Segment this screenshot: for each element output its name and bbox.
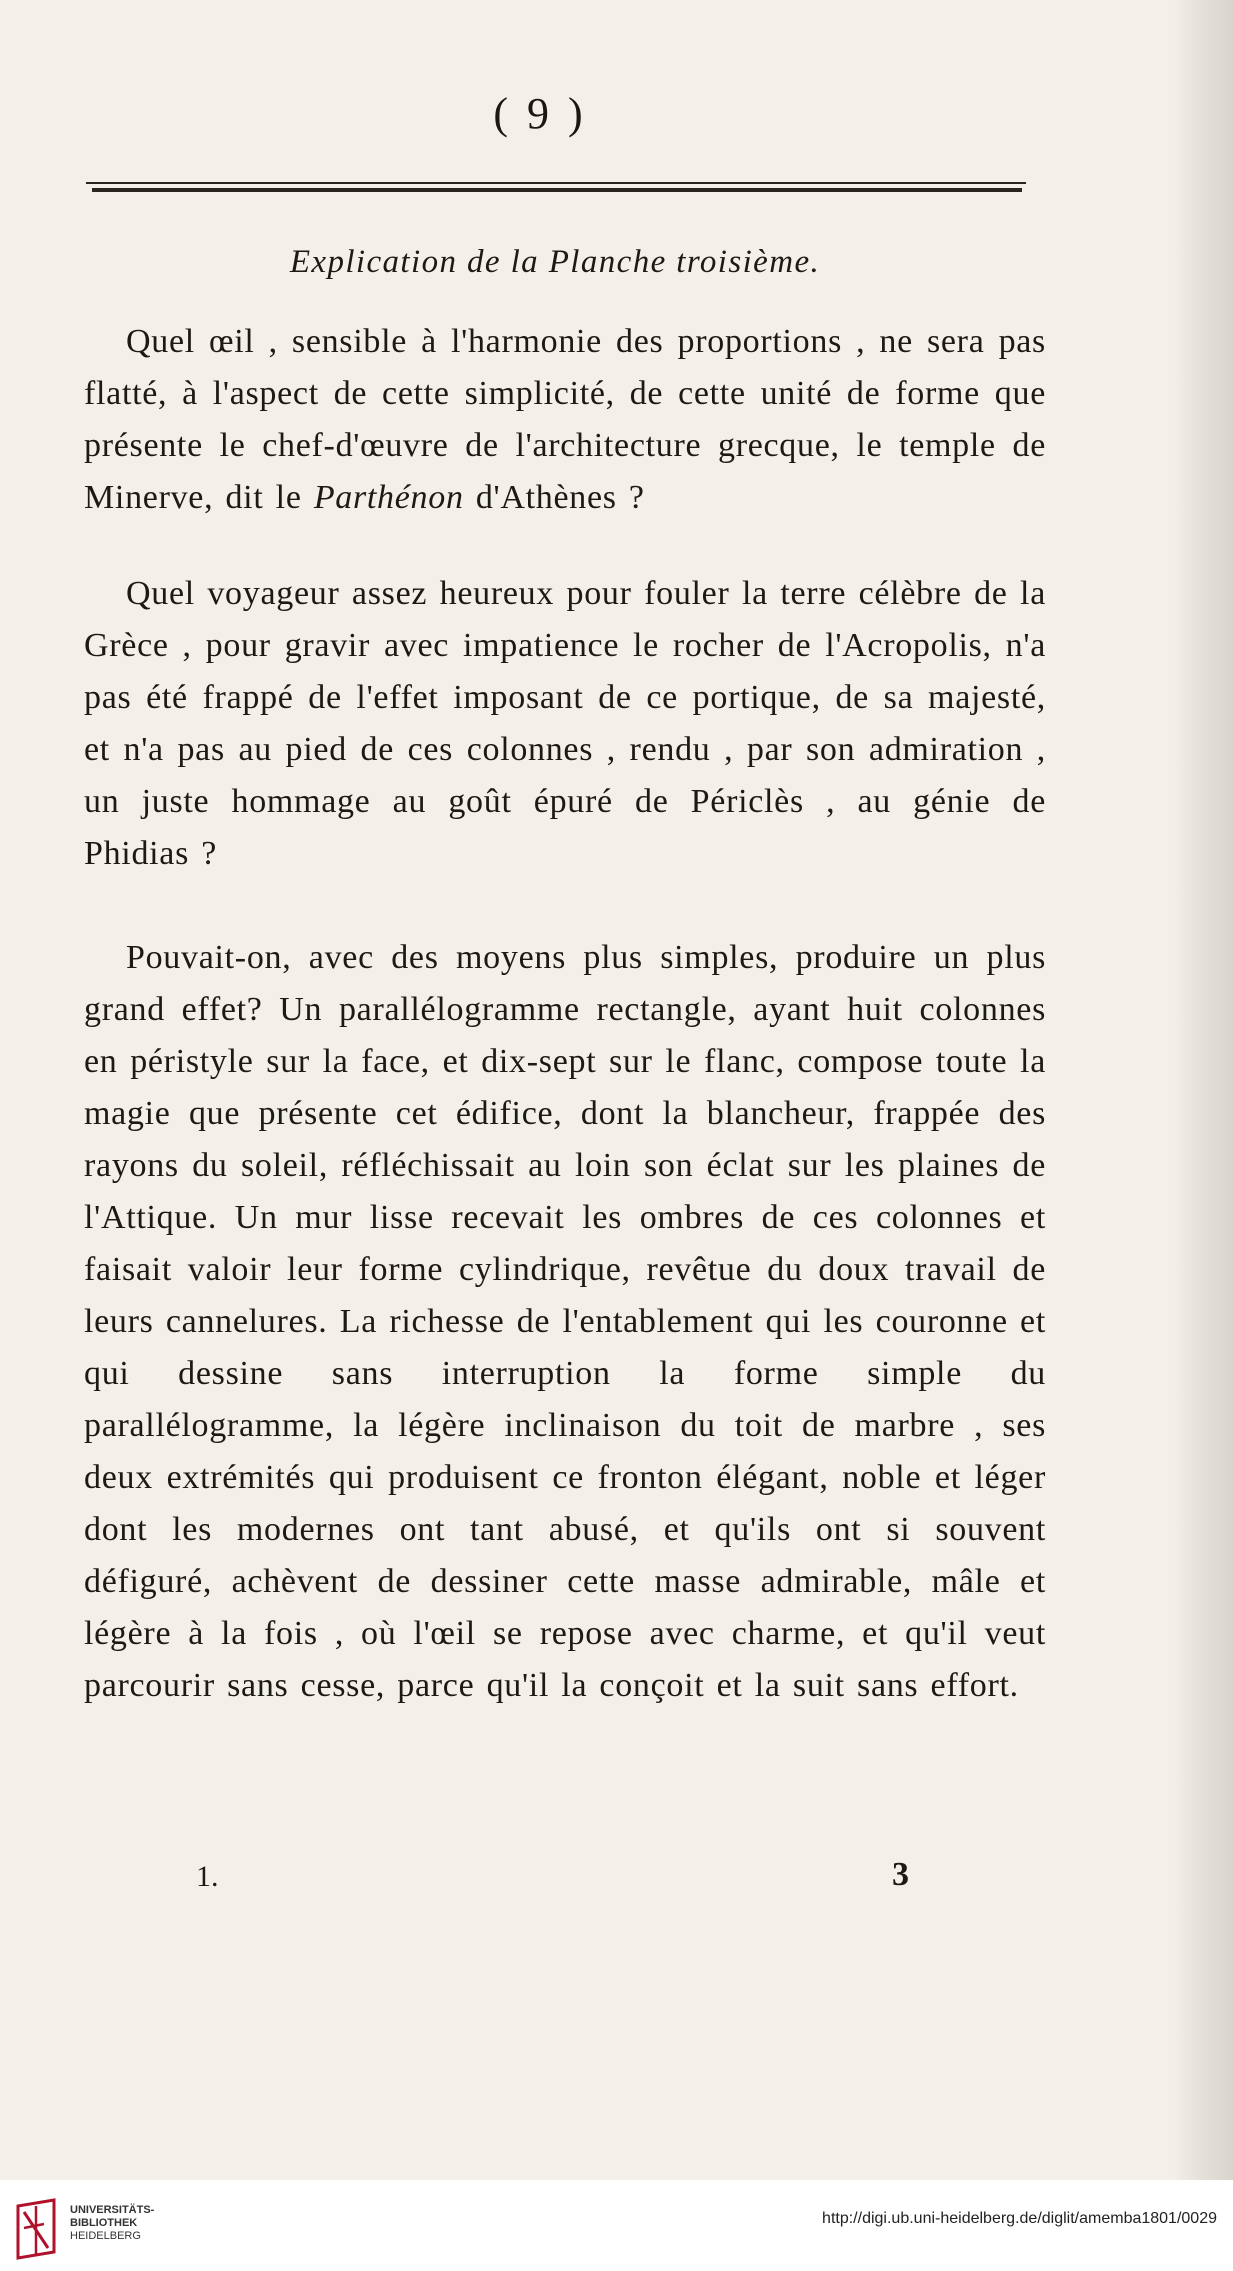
library-name-line-1: UNIVERSITÄTS- <box>70 2204 155 2216</box>
library-name-line-2: BIBLIOTHEK <box>70 2217 138 2229</box>
header-rule-thick <box>92 188 1022 192</box>
paragraph-2: Quel voyageur assez heureux pour fouler la terre célèbre de la Grèce , pour gravir avec impatience le rocher de l'Acropolis, n'a pas été frappé de l'effet imposant de ce portique, de sa majesté, et n'a pas au pied de ces colonnes , rendu , par son admiration , un juste hommage au goût épuré de Périclès , au génie de Phidias ? <box>84 575 1046 872</box>
paragraph-1 <box>84 316 1046 524</box>
viewer-footer <box>0 2180 1233 2271</box>
library-name-line-3: HEIDELBERG <box>70 2230 141 2242</box>
signature-mark-right: 3 <box>892 1856 909 1893</box>
signature-mark-left: 1. <box>196 1860 219 1893</box>
paragraph-1-text-end: d'Athènes ? <box>463 479 645 516</box>
section-heading: Explication de la Planche troisième. <box>289 244 821 280</box>
page-number: ( 9 ) <box>493 89 587 138</box>
paragraph-3: Pouvait-on, avec des moyens plus simples, produire un plus grand effet? Un parallélogramme rectangle, ayant huit colonnes en péristyle sur la face, et dix-sept sur le flanc, compose toute la magie que présente cet édifice, dont la blancheur, frappée des rayons du soleil, réfléchissait au loin son éclat sur les plaines de l'Attique. Un mur lisse recevait les ombres de ces colonnes et faisait valoir leur forme cylindrique, revêtue du doux travail de leurs cannelures. La richesse de l'entablement qui les couronne et qui dessine sans interruption la forme simple du parallélogramme, la légère inclinaison du toit de marbre , ses deux extrémités qui produisent ce fronton élégant, noble et léger dont les modernes ont tant abusé, et qu'ils ont si souvent défiguré, achèvent de dessiner cette masse admirable, mâle et légère à la fois , où l'œil se repose avec charme, et qu'il veut parcourir sans cesse, parce qu'il la conçoit et la suit sans effort. <box>84 939 1046 1704</box>
page-edge-shadow <box>1175 0 1233 2180</box>
header-rule-thin <box>86 182 1026 184</box>
library-name <box>70 2204 154 2243</box>
university-library-logo-icon <box>14 2198 58 2260</box>
paragraph-1-italic: Parthénon <box>313 479 464 516</box>
permalink-url[interactable]: http://digi.ub.uni-heidelberg.de/diglit/amemba1801/0029 <box>822 2210 1217 2227</box>
paragraph-1-text-start: Quel œil , sensible à l'harmonie des proportions , ne sera pas flatté, à l'aspect de cette simplicité, de cette unité de forme que présente le chef-d'œuvre de l'architecture grecque, le temple de Minerve, dit le <box>84 323 1046 516</box>
